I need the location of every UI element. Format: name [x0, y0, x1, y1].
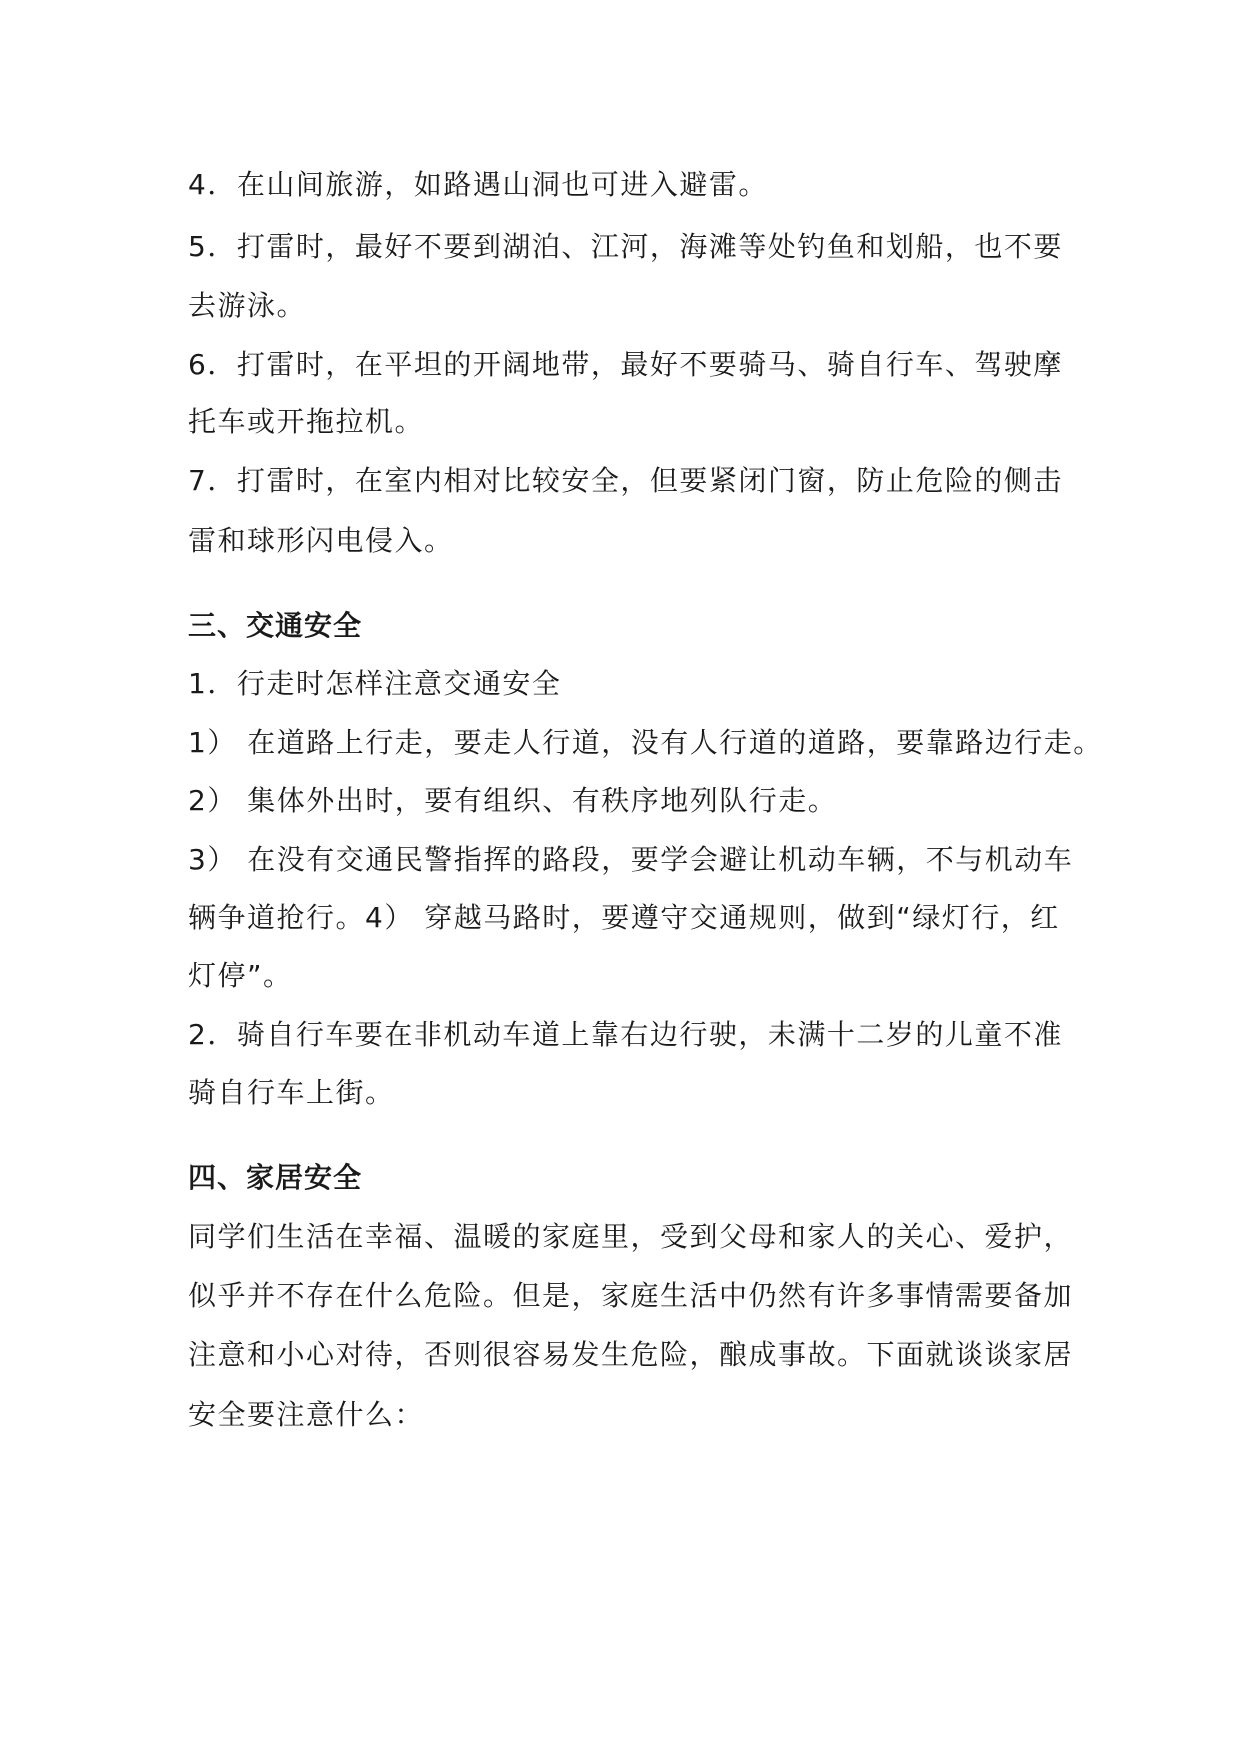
home-paragraph-line-4: 安全要注意什么：	[188, 1398, 425, 1431]
home-paragraph-line-3: 注意和小心对待，否则很容易发生危险，酿成事故。下面就谈谈家居	[188, 1338, 1074, 1371]
traffic-item-1-text: 1．行走时怎样注意交通安全	[188, 667, 562, 700]
traffic-subitem-4-text-cont: 灯停”。	[188, 959, 293, 992]
traffic-subitem-1-text: 1） 在道路上行走，要走人行道，没有人行道的道路，要靠路边行走。	[188, 726, 1103, 759]
traffic-subitem-3-text-cont: 辆争道抢行。4） 穿越马路时，要遵守交通规则，做到“绿灯行，红	[188, 901, 1060, 934]
item-6-text-cont: 托车或开拖拉机。	[188, 405, 425, 438]
item-6-text: 6．打雷时，在平坦的开阔地带，最好不要骑马、骑自行车、驾驶摩	[188, 348, 1063, 381]
home-paragraph-line-2: 似乎并不存在什么危险。但是，家庭生活中仍然有许多事情需要备加	[188, 1279, 1074, 1312]
section-heading-traffic-safety: 三、交通安全	[188, 609, 363, 642]
item-4-text: 4．在山间旅游，如路遇山洞也可进入避雷。	[188, 168, 768, 201]
traffic-item-2-text-cont: 骑自行车上街。	[188, 1076, 395, 1109]
item-5-text: 5．打雷时，最好不要到湖泊、江河，海滩等处钓鱼和划船，也不要	[188, 230, 1063, 263]
section-heading-home-safety: 四、家居安全	[188, 1161, 363, 1194]
item-7-text-cont: 雷和球形闪电侵入。	[188, 524, 454, 557]
traffic-subitem-2-text: 2） 集体外出时，要有组织、有秩序地列队行走。	[188, 784, 838, 817]
home-paragraph-line-1: 同学们生活在幸福、温暖的家庭里，受到父母和家人的关心、爱护，	[188, 1220, 1074, 1253]
traffic-item-2-text: 2．骑自行车要在非机动车道上靠右边行驶，未满十二岁的儿童不准	[188, 1018, 1063, 1051]
traffic-subitem-3-text: 3） 在没有交通民警指挥的路段，要学会避让机动车辆，不与机动车	[188, 843, 1074, 876]
item-7-text: 7．打雷时，在室内相对比较安全，但要紧闭门窗，防止危险的侧击	[188, 464, 1063, 497]
item-5-text-cont: 去游泳。	[188, 289, 307, 322]
